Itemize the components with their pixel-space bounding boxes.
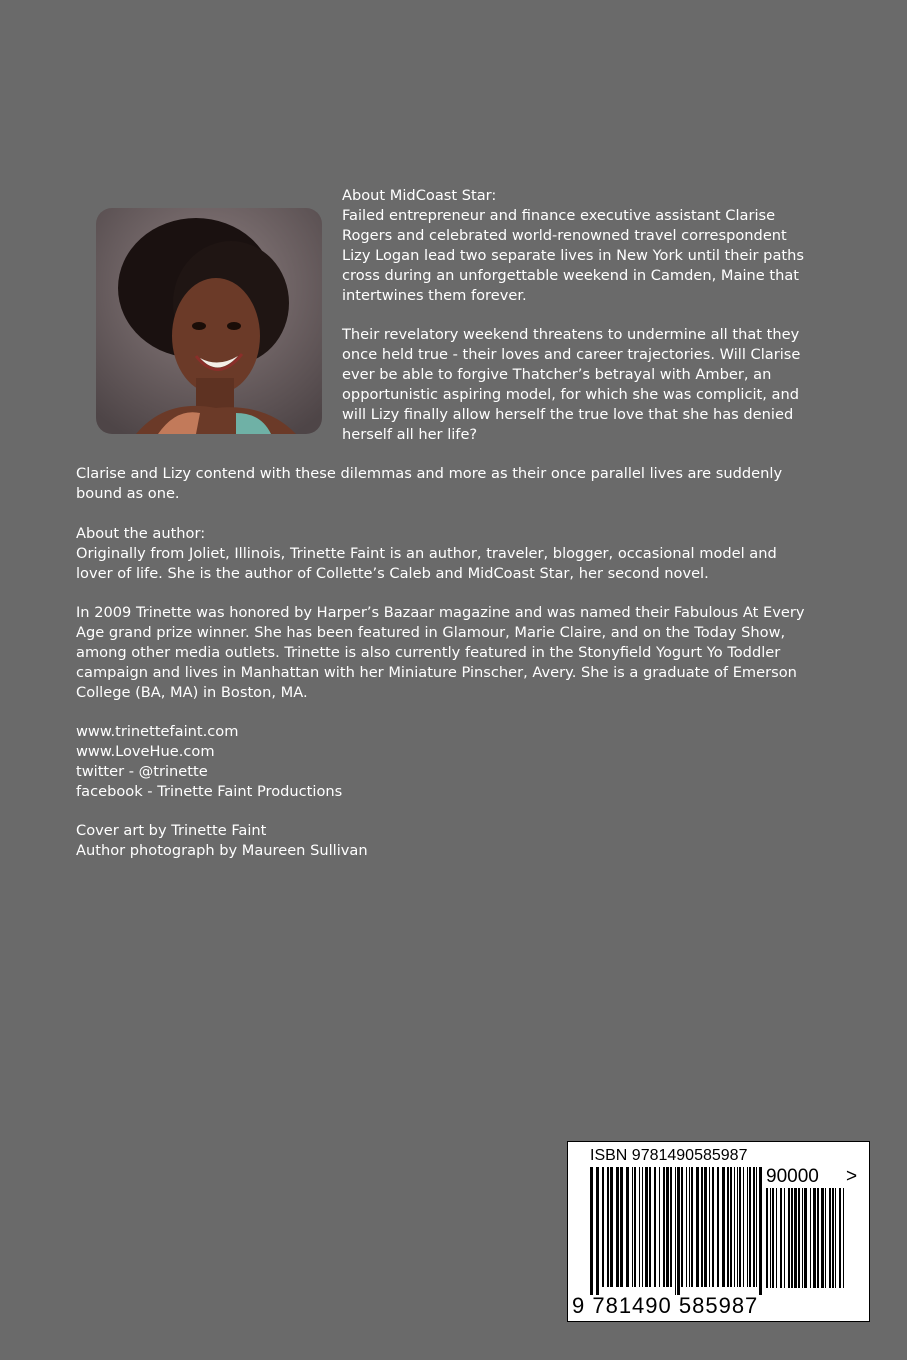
- barcode-bar: [759, 1167, 762, 1295]
- about-book-line: Lizy Logan lead two separate lives in New York until their paths: [342, 246, 804, 264]
- author-bio-paragraph: [76, 603, 804, 703]
- about-book-line: cross during an unforgettable weekend in Camden, Maine that: [342, 266, 800, 284]
- barcode-bar: [772, 1188, 774, 1288]
- synopsis-line: once held true - their loves and career trajectories. Will Clarise: [342, 345, 801, 363]
- barcode-digits: 9 781490 585987: [572, 1293, 759, 1318]
- barcode-bar: [626, 1167, 629, 1287]
- about-author-line: Originally from Joliet, Illinois, Trinette Faint is an author, traveler, blogger, occasional model and: [76, 544, 777, 562]
- barcode-bar: [701, 1167, 703, 1287]
- barcode-bar: [727, 1167, 729, 1287]
- author-portrait-icon: [96, 208, 322, 434]
- barcode-bar: [747, 1167, 748, 1287]
- synopsis-line: Their revelatory weekend threatens to undermine all that they: [342, 326, 800, 343]
- barcode-bar: [610, 1167, 613, 1287]
- barcode-bar: [780, 1188, 782, 1288]
- about-author-line: lover of life. She is the author of Collette’s Caleb and MidCoast Star, her second novel.: [76, 564, 709, 582]
- barcode-bar: [607, 1167, 609, 1287]
- barcode-bar: [804, 1188, 807, 1288]
- barcode-bar: [802, 1188, 803, 1288]
- barcode-bar: [776, 1188, 777, 1288]
- barcode-bar: [663, 1167, 665, 1287]
- author-links: [76, 722, 342, 802]
- barcode-bars-icon: [590, 1167, 762, 1295]
- barcode-bar: [677, 1167, 680, 1295]
- about-book-section: [342, 186, 804, 305]
- synopsis-paragraph: [342, 325, 800, 444]
- barcode-bar: [791, 1188, 793, 1288]
- cover-art-credit: Cover art by Trinette Faint: [76, 822, 267, 839]
- barcode-bar: [686, 1167, 687, 1287]
- about-book-line: Rogers and celebrated world-renowned travel correspondent: [342, 226, 787, 244]
- barcode-bar: [753, 1167, 755, 1287]
- barcode-bar: [645, 1167, 648, 1287]
- barcode-bar: [654, 1167, 656, 1287]
- barcode-bar: [602, 1167, 604, 1287]
- author-bio-line: campaign and lives in Manhattan with her Miniature Pinscher, Avery. She is a graduate of Emerson: [76, 663, 797, 681]
- barcode-bar: [784, 1188, 785, 1288]
- isbn-label: ISBN 9781490585987: [590, 1147, 748, 1164]
- barcode-bar: [739, 1167, 741, 1287]
- author-bio-line: College (BA, MA) in Boston, MA.: [76, 683, 308, 701]
- barcode-bar: [659, 1167, 660, 1287]
- barcode-bar: [681, 1167, 683, 1287]
- barcode-bar: [766, 1188, 768, 1288]
- barcode-bar: [712, 1167, 714, 1287]
- isbn-barcode: [568, 1142, 869, 1321]
- barcode-bar: [798, 1188, 800, 1288]
- barcode-bar: [835, 1188, 836, 1288]
- barcode-bar: [691, 1167, 693, 1287]
- barcode-bar: [649, 1167, 651, 1287]
- barcode-bar: [639, 1167, 640, 1287]
- barcode-bar: [590, 1167, 593, 1295]
- dilemma-line: Clarise and Lizy contend with these dilemmas and more as their once parallel lives are suddenly: [76, 465, 783, 482]
- about-book-line: intertwines them forever.: [342, 286, 527, 304]
- barcode-bar: [722, 1167, 725, 1287]
- barcode-bar: [616, 1167, 619, 1287]
- barcode-bar: [675, 1167, 676, 1295]
- barcode-bar: [743, 1167, 744, 1287]
- addon-bars-icon: [766, 1188, 846, 1288]
- synopsis-line: herself all her life?: [342, 425, 478, 443]
- website-link: www.trinettefaint.com: [76, 723, 239, 740]
- photo-credit: Author photograph by Maureen Sullivan: [76, 841, 368, 859]
- barcode-bar: [737, 1167, 738, 1287]
- barcode-bar: [821, 1188, 824, 1288]
- barcode-bar: [756, 1167, 757, 1287]
- barcode-bar: [704, 1167, 707, 1287]
- barcode-bar: [632, 1167, 633, 1287]
- facebook-link: facebook - Trinette Faint Productions: [76, 782, 343, 800]
- synopsis-line: ever be able to forgive Thatcher’s betrayal with Amber, an: [342, 365, 772, 383]
- barcode-bar: [620, 1167, 623, 1287]
- author-bio-line: Age grand prize winner. She has been featured in Glamour, Marie Claire, and on the Today Show,: [76, 623, 786, 641]
- barcode-bar: [770, 1188, 771, 1288]
- author-photo: [96, 208, 322, 434]
- barcode-bar: [634, 1167, 636, 1287]
- credits: [76, 821, 368, 861]
- barcode-bar: [794, 1188, 797, 1288]
- author-bio-line: among other media outlets. Trinette is also currently featured in the Stonyfield Yogurt Yo Toddler: [76, 643, 781, 661]
- synopsis-line: will Lizy finally allow herself the true love that she has denied: [342, 405, 794, 423]
- barcode-bar: [670, 1167, 672, 1287]
- author-bio-line: In 2009 Trinette was honored by Harper’s Bazaar magazine and was named their Fabulous At Every: [76, 604, 805, 621]
- barcode-bar: [817, 1188, 819, 1288]
- about-book-line: Failed entrepreneur and finance executive assistant Clarise: [342, 206, 776, 224]
- barcode-bar: [730, 1167, 732, 1287]
- about-author-section: [76, 524, 777, 584]
- barcode-bar: [689, 1167, 690, 1287]
- barcode-bar: [709, 1167, 710, 1287]
- barcode-bar: [596, 1167, 599, 1295]
- barcode-bar: [666, 1167, 669, 1287]
- barcode-bar: [825, 1188, 826, 1288]
- barcode-bar: [813, 1188, 816, 1288]
- barcode-bar: [788, 1188, 790, 1288]
- barcode-bar: [734, 1167, 735, 1287]
- barcode-bar: [749, 1167, 751, 1287]
- dilemma-line: bound as one.: [76, 484, 180, 502]
- addon-arrow: >: [846, 1166, 858, 1187]
- barcode-bar: [839, 1188, 841, 1288]
- barcode-bar: [696, 1167, 699, 1287]
- lovehue-link: www.LoveHue.com: [76, 742, 215, 760]
- synopsis-line: opportunistic aspiring model, for which she was complicit, and: [342, 385, 800, 403]
- barcode-bar: [832, 1188, 834, 1288]
- barcode-bar: [717, 1167, 719, 1287]
- about-book-heading: About MidCoast Star:: [342, 187, 497, 204]
- barcode-bar: [810, 1188, 811, 1288]
- price-addon: 90000: [766, 1166, 819, 1187]
- about-author-heading: About the author:: [76, 525, 206, 542]
- barcode-bar: [829, 1188, 831, 1288]
- barcode-bar: [843, 1188, 844, 1288]
- dilemma-paragraph: [76, 464, 782, 504]
- twitter-link: twitter - @trinette: [76, 762, 208, 780]
- barcode-bar: [642, 1167, 643, 1287]
